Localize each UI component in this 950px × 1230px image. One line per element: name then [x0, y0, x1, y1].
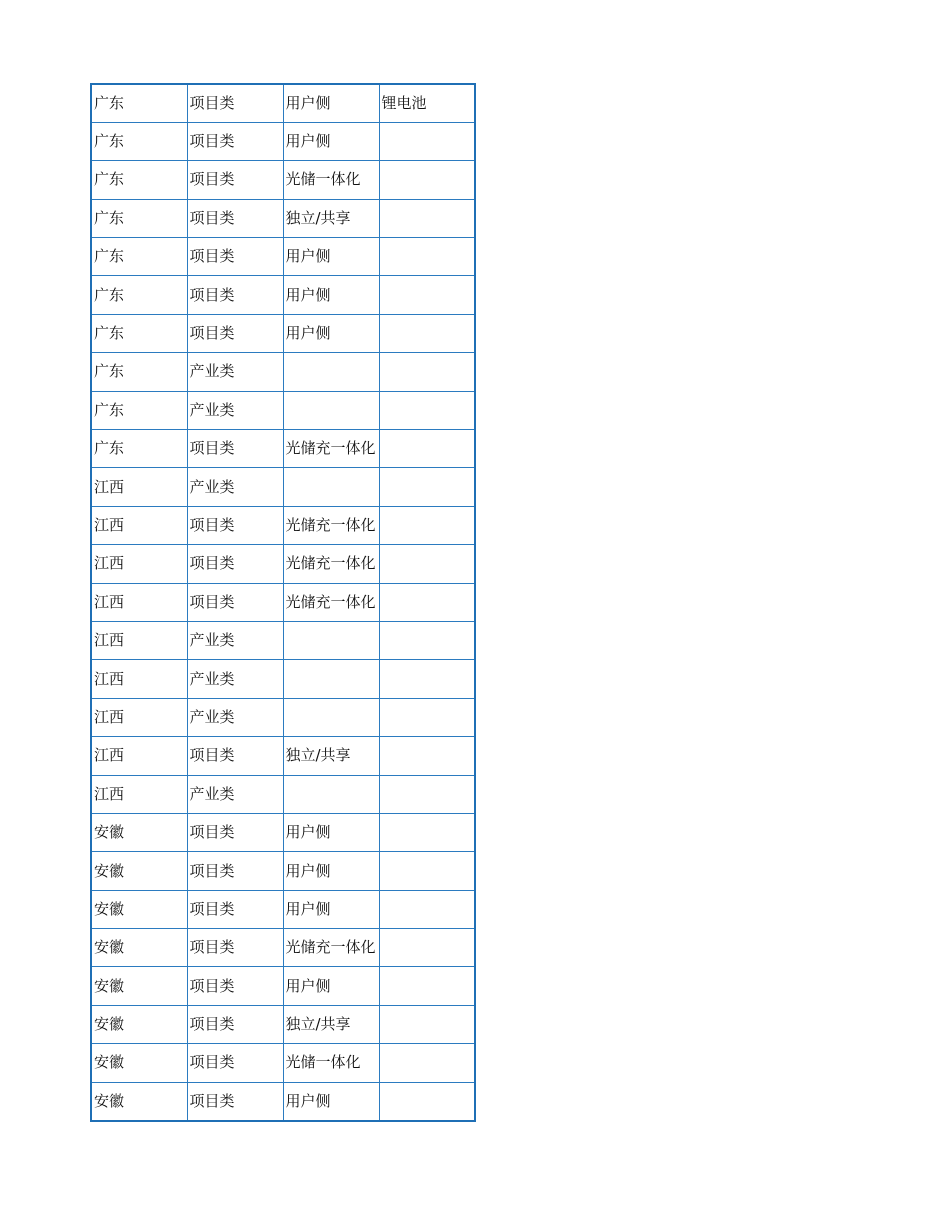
province-cell[interactable]: 广东: [91, 391, 187, 429]
type-cell[interactable]: 用户侧: [283, 890, 379, 928]
category-cell[interactable]: 项目类: [187, 122, 283, 160]
type-cell[interactable]: 用户侧: [283, 276, 379, 314]
category-cell[interactable]: 项目类: [187, 737, 283, 775]
type-cell[interactable]: 光储充一体化: [283, 929, 379, 967]
type-cell[interactable]: 光储充一体化: [283, 583, 379, 621]
table-row: [91, 276, 475, 314]
table-row: [91, 737, 475, 775]
type-cell[interactable]: [283, 353, 379, 391]
table-row: [91, 161, 475, 199]
tech-cell[interactable]: [379, 391, 475, 429]
tech-cell[interactable]: [379, 929, 475, 967]
table-row: [91, 353, 475, 391]
table-row: [91, 967, 475, 1005]
category-cell[interactable]: 项目类: [187, 199, 283, 237]
data-table: [90, 83, 476, 1122]
province-cell[interactable]: 广东: [91, 122, 187, 160]
province-cell[interactable]: 广东: [91, 314, 187, 352]
type-cell[interactable]: [283, 621, 379, 659]
category-cell[interactable]: 项目类: [187, 967, 283, 1005]
type-cell[interactable]: 光储一体化: [283, 161, 379, 199]
category-cell[interactable]: 项目类: [187, 545, 283, 583]
category-cell[interactable]: 项目类: [187, 1082, 283, 1120]
province-cell[interactable]: 安徽: [91, 813, 187, 851]
table-row: [91, 199, 475, 237]
type-cell[interactable]: [283, 660, 379, 698]
province-cell[interactable]: 广东: [91, 84, 187, 122]
tech-cell[interactable]: [379, 813, 475, 851]
category-cell[interactable]: 项目类: [187, 890, 283, 928]
table-row: [91, 890, 475, 928]
tech-cell[interactable]: [379, 314, 475, 352]
tech-cell[interactable]: [379, 890, 475, 928]
province-cell[interactable]: 安徽: [91, 1082, 187, 1120]
type-cell[interactable]: 用户侧: [283, 1082, 379, 1120]
category-cell[interactable]: 项目类: [187, 929, 283, 967]
category-cell[interactable]: 项目类: [187, 84, 283, 122]
province-cell[interactable]: 江西: [91, 698, 187, 736]
category-cell[interactable]: 项目类: [187, 583, 283, 621]
province-cell[interactable]: 广东: [91, 353, 187, 391]
table-row: [91, 813, 475, 851]
type-cell[interactable]: [283, 391, 379, 429]
table-row: [91, 122, 475, 160]
type-cell[interactable]: 独立/共享: [283, 737, 379, 775]
table-row: [91, 84, 475, 122]
category-cell[interactable]: 项目类: [187, 852, 283, 890]
province-cell[interactable]: 安徽: [91, 852, 187, 890]
tech-cell[interactable]: [379, 161, 475, 199]
province-cell[interactable]: 安徽: [91, 1044, 187, 1082]
province-cell[interactable]: 江西: [91, 468, 187, 506]
category-cell[interactable]: 项目类: [187, 506, 283, 544]
tech-cell[interactable]: [379, 122, 475, 160]
category-cell[interactable]: 项目类: [187, 1044, 283, 1082]
table-row: [91, 238, 475, 276]
tech-cell[interactable]: [379, 698, 475, 736]
tech-cell[interactable]: [379, 468, 475, 506]
category-cell[interactable]: 产业类: [187, 391, 283, 429]
table-row: [91, 583, 475, 621]
category-cell[interactable]: 产业类: [187, 621, 283, 659]
table-row: [91, 1044, 475, 1082]
province-cell[interactable]: 广东: [91, 430, 187, 468]
type-cell[interactable]: 用户侧: [283, 238, 379, 276]
table-row: [91, 506, 475, 544]
table-row: [91, 545, 475, 583]
province-cell[interactable]: 江西: [91, 775, 187, 813]
tech-cell[interactable]: [379, 621, 475, 659]
table-row: [91, 775, 475, 813]
province-cell[interactable]: 安徽: [91, 929, 187, 967]
tech-cell[interactable]: [379, 276, 475, 314]
tech-cell[interactable]: [379, 583, 475, 621]
category-cell[interactable]: 项目类: [187, 161, 283, 199]
type-cell[interactable]: 用户侧: [283, 314, 379, 352]
category-cell[interactable]: 产业类: [187, 698, 283, 736]
type-cell[interactable]: 用户侧: [283, 84, 379, 122]
province-cell[interactable]: 广东: [91, 161, 187, 199]
province-cell[interactable]: 江西: [91, 621, 187, 659]
province-cell[interactable]: 安徽: [91, 1005, 187, 1043]
type-cell[interactable]: 光储充一体化: [283, 545, 379, 583]
tech-cell[interactable]: [379, 199, 475, 237]
table-row: [91, 1005, 475, 1043]
table-body: [91, 84, 475, 1121]
province-cell[interactable]: 江西: [91, 583, 187, 621]
province-cell[interactable]: 江西: [91, 737, 187, 775]
type-cell[interactable]: 用户侧: [283, 967, 379, 1005]
type-cell[interactable]: [283, 775, 379, 813]
tech-cell[interactable]: 锂电池: [379, 84, 475, 122]
category-cell[interactable]: 项目类: [187, 1005, 283, 1043]
tech-cell[interactable]: [379, 737, 475, 775]
table-row: [91, 929, 475, 967]
table-row: [91, 468, 475, 506]
table-row: [91, 660, 475, 698]
tech-cell[interactable]: [379, 353, 475, 391]
tech-cell[interactable]: [379, 1082, 475, 1120]
tech-cell[interactable]: [379, 1005, 475, 1043]
table-row: [91, 621, 475, 659]
type-cell[interactable]: [283, 698, 379, 736]
type-cell[interactable]: 光储充一体化: [283, 430, 379, 468]
type-cell[interactable]: 光储充一体化: [283, 506, 379, 544]
tech-cell[interactable]: [379, 430, 475, 468]
type-cell[interactable]: 用户侧: [283, 852, 379, 890]
type-cell[interactable]: 光储一体化: [283, 1044, 379, 1082]
tech-cell[interactable]: [379, 852, 475, 890]
table-row: [91, 314, 475, 352]
province-cell[interactable]: 广东: [91, 238, 187, 276]
province-cell[interactable]: 安徽: [91, 890, 187, 928]
category-cell[interactable]: 产业类: [187, 353, 283, 391]
category-cell[interactable]: 项目类: [187, 813, 283, 851]
category-cell[interactable]: 产业类: [187, 468, 283, 506]
category-cell[interactable]: 项目类: [187, 314, 283, 352]
category-cell[interactable]: 项目类: [187, 430, 283, 468]
table-row: [91, 430, 475, 468]
tech-cell[interactable]: [379, 545, 475, 583]
tech-cell[interactable]: [379, 1044, 475, 1082]
table-row: [91, 391, 475, 429]
table-row: [91, 1082, 475, 1120]
tech-cell[interactable]: [379, 660, 475, 698]
type-cell[interactable]: 独立/共享: [283, 199, 379, 237]
province-cell[interactable]: 江西: [91, 660, 187, 698]
province-cell[interactable]: 江西: [91, 545, 187, 583]
table-row: [91, 852, 475, 890]
province-cell[interactable]: 广东: [91, 199, 187, 237]
type-cell[interactable]: 用户侧: [283, 813, 379, 851]
tech-cell[interactable]: [379, 506, 475, 544]
category-cell[interactable]: 项目类: [187, 276, 283, 314]
tech-cell[interactable]: [379, 775, 475, 813]
table-row: [91, 698, 475, 736]
tech-cell[interactable]: [379, 967, 475, 1005]
category-cell[interactable]: 产业类: [187, 775, 283, 813]
province-cell[interactable]: 广东: [91, 276, 187, 314]
type-cell[interactable]: 独立/共享: [283, 1005, 379, 1043]
province-cell[interactable]: 江西: [91, 506, 187, 544]
type-cell[interactable]: [283, 468, 379, 506]
tech-cell[interactable]: [379, 238, 475, 276]
province-cell[interactable]: 安徽: [91, 967, 187, 1005]
category-cell[interactable]: 项目类: [187, 238, 283, 276]
type-cell[interactable]: 用户侧: [283, 122, 379, 160]
category-cell[interactable]: 产业类: [187, 660, 283, 698]
